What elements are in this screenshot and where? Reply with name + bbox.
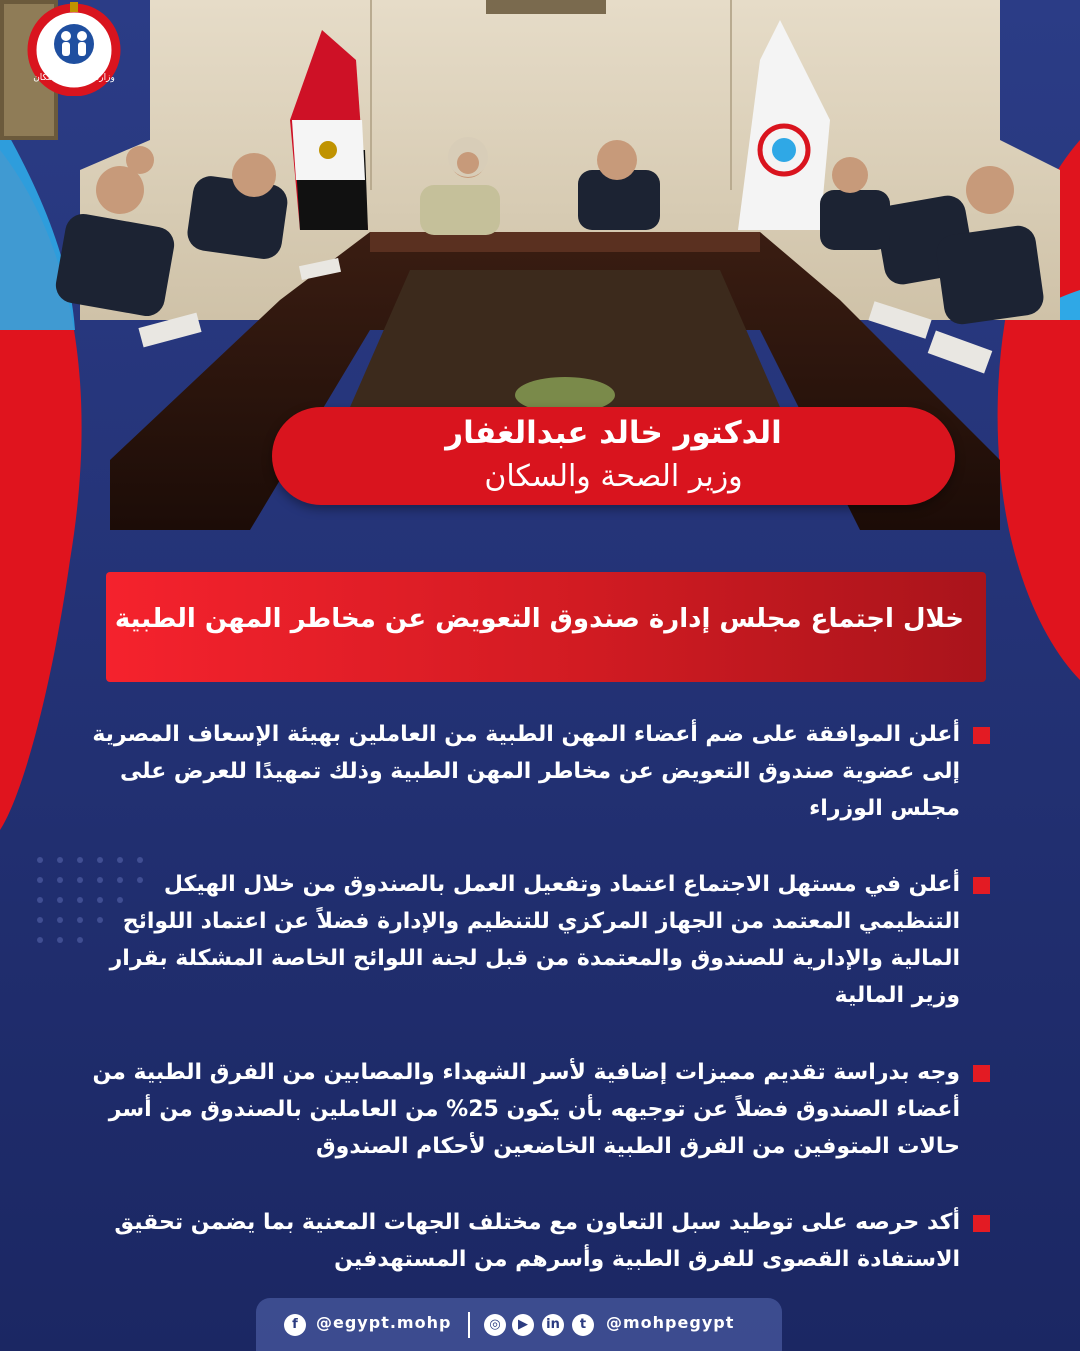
youtube-icon[interactable]: ▶ xyxy=(512,1314,534,1336)
headline-text: خلال اجتماع مجلس إدارة صندوق التعويض عن مخاطر المهن الطبية xyxy=(114,604,964,634)
bullet-item xyxy=(90,716,990,827)
social-footer xyxy=(256,1298,782,1351)
bullet-text: أكد حرصه على توطيد سبل التعاون مع مختلف الجهات المعنية بما يضمن تحقيق الاستفادة القصوى للفرق الطبية وأسرهم من المستهدفين xyxy=(114,1210,960,1272)
twitter-icon[interactable]: t xyxy=(572,1314,594,1336)
bullet-item xyxy=(90,1204,990,1278)
social-handle[interactable]: @mohpegypt xyxy=(606,1313,735,1332)
bullet-square-icon xyxy=(973,877,990,894)
minister-name-card xyxy=(272,407,955,505)
bullet-square-icon xyxy=(973,727,990,744)
facebook-icon[interactable]: f xyxy=(284,1314,306,1336)
bullet-text: أعلن الموافقة على ضم أعضاء المهن الطبية من العاملين بهيئة الإسعاف المصرية إلى عضوية صندوق التعويض عن مخاطر المهن الطبية وذلك تمهيدًا للعرض على مجلس الوزراء xyxy=(92,722,960,821)
linkedin-icon[interactable]: in xyxy=(542,1314,564,1336)
bullet-square-icon xyxy=(973,1215,990,1232)
headline-banner xyxy=(106,572,986,682)
svg-text:وزارة الصحة والسكان: وزارة الصحة والسكان xyxy=(33,73,115,83)
minister-name: الدكتور خالد عبدالغفار xyxy=(445,415,782,451)
bullet-text: أعلن في مستهل الاجتماع اعتماد وتفعيل العمل بالصندوق من خلال الهيكل التنظيمي المعتمد من الجهاز المركزي للتنظيم والإدارة فضلاً عن اعتماد اللوائح المالية والإدارية للصندوق والمعتمدة من قبل لجنة اللوائح الخاصة المشكلة بقرار وزير المالية xyxy=(109,872,960,1008)
footer-divider xyxy=(468,1312,470,1338)
minister-role: وزير الصحة والسكان xyxy=(484,459,743,494)
bullet-square-icon xyxy=(973,1065,990,1082)
instagram-icon[interactable]: ◎ xyxy=(484,1314,506,1336)
ministry-logo xyxy=(26,0,122,96)
ministry-of-health-logo-icon xyxy=(26,0,122,96)
facebook-handle[interactable]: @egypt.mohp xyxy=(316,1313,452,1332)
bullet-item xyxy=(90,866,990,1014)
bullet-text: وجه بدراسة تقديم مميزات إضافية لأسر الشهداء والمصابين من الفرق الطبية من أعضاء الصندوق فضلاً عن توجيهه بأن يكون 25% من العاملين بالصندوق من أسر حالات المتوفين من الفرق الطبية الخاضعين لأحكام الصندوق xyxy=(92,1060,960,1159)
bullet-item xyxy=(90,1054,990,1165)
